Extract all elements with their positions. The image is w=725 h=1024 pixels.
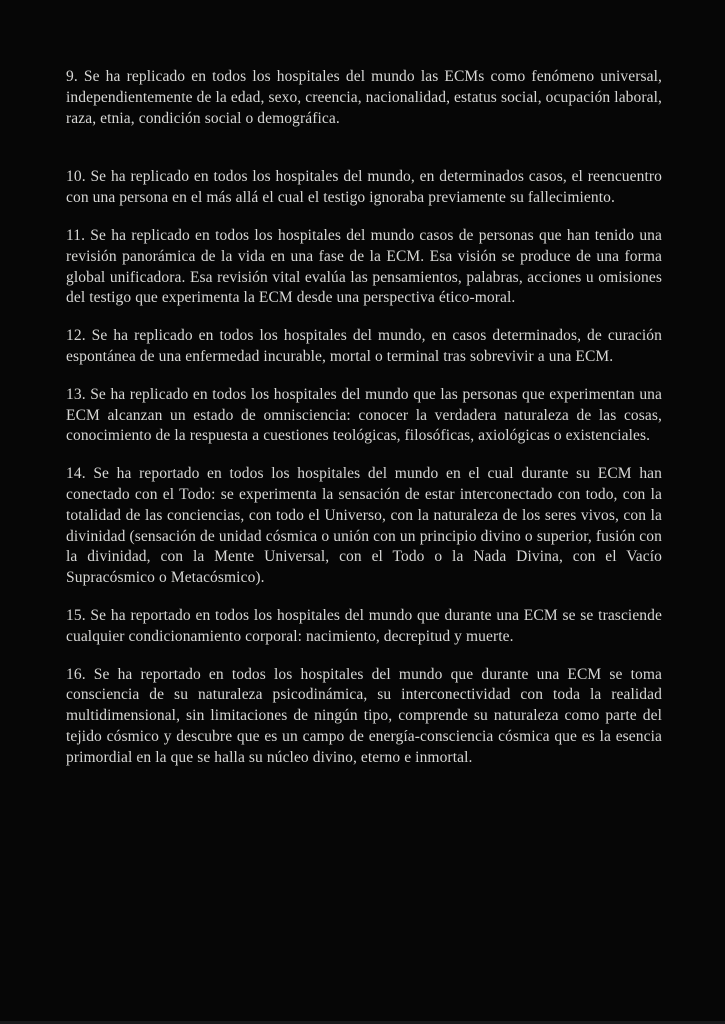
numbered-item-15: 15. Se ha reportado en todos los hospitales del mundo que durante una ECM se se trasciende cualquier condicionamiento corporal: nacimiento, decrepitud y muerte. [66, 606, 662, 645]
numbered-item-14: 14. Se ha reportado en todos los hospitales del mundo en el cual durante su ECM han conectado con el Todo: se experimenta la sensación de estar interconectado con todo, con la totalidad de las conciencias, con todo el Universo, con la naturaleza de los seres vivos, con la divinidad (sensación de unidad cósmica o unión con un principio divino o superior, fusión con la divinidad, con la Mente Universal, con el Todo o la Nada Divina, con el Vacío Supracósmico o Metacósmico). [66, 465, 662, 587]
numbered-item-12: 12. Se ha replicado en todos los hospitales del mundo, en casos determinados, de curación espontánea de una enfermedad incurable, mortal o terminal tras sobrevivir a una ECM. [66, 327, 662, 365]
text-column [66, 67, 662, 786]
numbered-item-9: 9. Se ha replicado en todos los hospitales del mundo las ECMs como fenómeno universal, independientemente de la edad, sexo, creencia, nacionalidad, estatus social, ocupación laboral, raza, etnia, condición social o demográfica. [66, 68, 662, 127]
numbered-item-11: 11. Se ha replicado en todos los hospitales del mundo casos de personas que han tenido una revisión panorámica de la vida en una fase de la ECM. Esa visión se produce de una forma global unificadora. Esa revisión vital evalúa las pensamientos, palabras, acciones u omisiones del testigo que experimenta la ECM desde una perspectiva ético-moral. [66, 226, 662, 307]
numbered-item-16: 16. Se ha reportado en todos los hospitales del mundo que durante una ECM se toma consciencia de su naturaleza psicodinámica, su interconectividad con toda la realidad multidimensional, sin limitaciones de ningún tipo, comprende su naturaleza como parte del tejido cósmico y descubre que es un campo de energía-consciencia cósmica que es la esencia primordial en la que se halla su núcleo divino, eterno e inmortal. [66, 665, 662, 766]
numbered-item-10: 10. Se ha replicado en todos los hospitales del mundo, en determinados casos, el reencuentro con una persona en el más allá el cual el testigo ignoraba previamente su fallecimiento. [66, 168, 662, 207]
numbered-item-13: 13. Se ha replicado en todos los hospitales del mundo que las personas que experimentan una ECM alcanzan un estado de omnisciencia: conocer la verdadera naturaleza de las cosas, conocimiento de la respuesta a cuestiones teológicas, filosóficas, axiológicas o existenciales. [66, 385, 662, 445]
